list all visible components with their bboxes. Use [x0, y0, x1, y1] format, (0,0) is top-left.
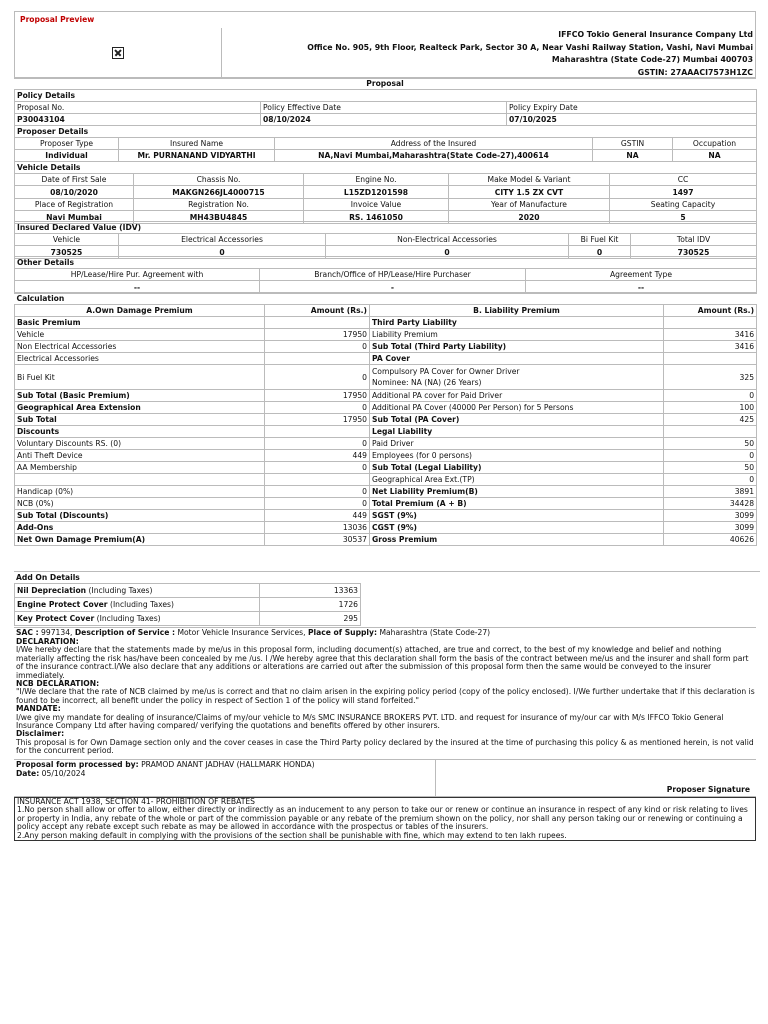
- gstin-label: GSTIN: [593, 138, 673, 150]
- own-damage-item: Sub Total (Basic Premium): [15, 390, 265, 402]
- processed-block: [14, 759, 756, 797]
- liability-item-line: Compulsory PA Cover for Owner Driver: [372, 367, 520, 376]
- own-damage-item: Vehicle: [15, 329, 265, 341]
- logo-area: [15, 28, 222, 78]
- calc-row: [15, 450, 757, 462]
- addon-name-cell: [15, 598, 260, 612]
- insured-address-label: Address of the Insured: [275, 138, 593, 150]
- gstin-value: NA: [593, 150, 673, 162]
- policy-section-title: Policy Details: [15, 90, 757, 102]
- company-address-line1: Office No. 905, 9th Floor, Realteck Park, Sector 30 A, Near Vashi Railway Station, Vashi, Navi Mumbai: [307, 42, 753, 52]
- calculation-section-title: Calculation: [15, 293, 757, 305]
- other-section-title: Other Details: [15, 257, 757, 269]
- liability-amount: 100: [664, 402, 757, 414]
- liability-item: Net Liability Premium(B): [370, 486, 664, 498]
- liability-amount: [664, 426, 757, 438]
- liability-amount: 34428: [664, 498, 757, 510]
- rebates-heading: INSURANCE ACT 1938, SECTION 41- PROHIBITION OF REBATES: [17, 797, 255, 806]
- invoice-value-value: RS. 1461050: [304, 211, 449, 224]
- agreement-type-value: --: [526, 281, 757, 294]
- liability-amount: 50: [664, 462, 757, 474]
- idv-vehicle-value: 730525: [15, 246, 119, 259]
- rebates-clause-1: 1.No person shall allow or offer to allow, either directly or indirectly as an inducement to any person to take our or renew or continue an insurance in respect of any kind or risk relating to lives or property in India, any rebate of the whole or part of the commission payable or any rebate of the premium shown on the policy, nor shall any person taking our or renewing or continuing a policy accept any rebate except such rebate as may be allowed in accordance with the prospectus or tables of the insurers.: [17, 805, 748, 832]
- calc-row: [15, 402, 757, 414]
- own-damage-header: A.Own Damage Premium: [15, 305, 265, 317]
- own-damage-amount: 0: [265, 498, 370, 510]
- processed-date-label: Date:: [16, 769, 40, 778]
- own-damage-amount: 449: [265, 450, 370, 462]
- own-damage-amount: [265, 474, 370, 486]
- own-damage-amount: 17950: [265, 414, 370, 426]
- liability-item: Sub Total (Third Party Liability): [370, 341, 664, 353]
- liability-amount: 50: [664, 438, 757, 450]
- calc-row: [15, 426, 757, 438]
- calc-row: [15, 474, 757, 486]
- liability-item: [370, 365, 664, 390]
- idv-electrical-value: 0: [119, 246, 326, 259]
- own-damage-item: Voluntary Discounts RS. (0): [15, 438, 265, 450]
- effective-date-value: 08/10/2024: [261, 114, 507, 126]
- liability-amount-header: Amount (Rs.): [664, 305, 757, 317]
- service-description-label: Description of Service :: [74, 628, 176, 637]
- invoice-value-label: Invoice Value: [304, 199, 449, 211]
- own-damage-item: Sub Total (Discounts): [15, 510, 265, 522]
- idv-nonelectrical-value: 0: [326, 246, 569, 259]
- occupation-label: Occupation: [673, 138, 757, 150]
- liability-amount: 3891: [664, 486, 757, 498]
- own-damage-amount: 17950: [265, 329, 370, 341]
- liability-item: SGST (9%): [370, 510, 664, 522]
- idv-bifuel-value: 0: [569, 246, 631, 259]
- liability-amount: 425: [664, 414, 757, 426]
- proposal-no-label: Proposal No.: [15, 102, 261, 114]
- addon-note: (Including Taxes): [88, 586, 153, 595]
- agreement-type-label: Agreement Type: [526, 269, 757, 281]
- addon-row: [15, 584, 361, 598]
- own-damage-amount: 0: [265, 341, 370, 353]
- liability-item: Employees (for 0 persons): [370, 450, 664, 462]
- processed-by-value: PRAMOD ANANT JADHAV (HALLMARK HONDA): [141, 760, 315, 769]
- manufacture-year-value: 2020: [449, 211, 610, 224]
- own-damage-item: Basic Premium: [15, 317, 265, 329]
- own-damage-item: Add-Ons: [15, 522, 265, 534]
- policy-details-table: [14, 89, 757, 126]
- idv-vehicle-label: Vehicle: [15, 234, 119, 246]
- proposer-details-table: [14, 125, 757, 162]
- calc-row: [15, 522, 757, 534]
- addon-note: (Including Taxes): [109, 600, 174, 609]
- liability-item: CGST (9%): [370, 522, 664, 534]
- liability-amount: 3099: [664, 510, 757, 522]
- disclaimer-heading: Disclaimer:: [16, 729, 65, 739]
- calc-row: [15, 353, 757, 365]
- registration-no-label: Registration No.: [134, 199, 304, 211]
- calc-row: [15, 534, 757, 546]
- proposer-type-label: Proposer Type: [15, 138, 119, 150]
- broken-image-icon: [112, 47, 124, 59]
- expiry-date-value: 07/10/2025: [507, 114, 757, 126]
- mandate-text: I/we give my mandate for dealing of insurance/Claims of my/our vehicle to M/s SMC INSURANCE BROKERS PVT. LTD. and request for insurance of my/our car with M/s IFFCO Tokio General Insurance Company Ltd after having compared/ verifying the quotations and benefits offered by other insurers.: [16, 712, 724, 731]
- addon-value: 295: [260, 612, 361, 626]
- service-description-value: Motor Vehicle Insurance Services,: [177, 628, 306, 637]
- first-sale-value: 08/10/2020: [15, 186, 134, 199]
- manufacture-year-label: Year of Manufacture: [449, 199, 610, 211]
- seating-capacity-value: 5: [610, 211, 757, 224]
- own-damage-item: Bi Fuel Kit: [15, 365, 265, 390]
- idv-total-value: 730525: [631, 246, 757, 259]
- liability-amount: 3416: [664, 329, 757, 341]
- liability-item: Additional PA cover for Paid Driver: [370, 390, 664, 402]
- proposal-no-value: P30043104: [15, 114, 261, 126]
- ncb-declaration-text: "I/We declare that the rate of NCB claimed by me/us is correct and that no claim arisen in the expiring policy period (copy of the policy enclosed). I/We further undertake that if this declaration is found to be incorrect, all benefit under the policy in respect of Section 1 of the policy will stand forfeited.": [16, 687, 755, 705]
- liability-item: Liability Premium: [370, 329, 664, 341]
- seating-capacity-label: Seating Capacity: [610, 199, 757, 211]
- own-damage-item: Geographical Area Extension: [15, 402, 265, 414]
- liability-item: Legal Liability: [370, 426, 664, 438]
- own-damage-amount: 0: [265, 462, 370, 474]
- processed-by-label: Proposal form processed by:: [16, 760, 139, 769]
- insured-name-label: Insured Name: [119, 138, 275, 150]
- calculation-table: [14, 292, 757, 546]
- proposer-signature-label: Proposer Signature: [666, 785, 750, 794]
- occupation-value: NA: [673, 150, 757, 162]
- processed-date-line: [16, 770, 85, 778]
- vehicle-details-table: [14, 161, 757, 224]
- own-damage-amount-header: Amount (Rs.): [265, 305, 370, 317]
- sac-line: [14, 627, 756, 637]
- rebates-clause-2: 2.Any person making default in complying with the provisions of the section shall be punishable with fine, which may extend to ten lakh rupees.: [17, 830, 567, 840]
- addon-name-cell: [15, 584, 260, 598]
- registration-place-label: Place of Registration: [15, 199, 134, 211]
- liability-amount: 0: [664, 450, 757, 462]
- hp-branch-value: -: [260, 281, 526, 294]
- liability-item: Sub Total (Legal Liability): [370, 462, 664, 474]
- own-damage-amount: [265, 353, 370, 365]
- sac-label: SAC :: [16, 628, 39, 637]
- liability-amount: 40626: [664, 534, 757, 546]
- proposal-label: Proposal: [14, 78, 756, 90]
- addon-row: [15, 598, 361, 612]
- company-name: IFFCO Tokio General Insurance Company Ltd: [558, 30, 753, 39]
- calc-row: [15, 390, 757, 402]
- liability-amount: 0: [664, 474, 757, 486]
- declaration-text: I/We hereby declare that the statements made by me/us in this proposal form, including document(s) attached, are true and correct, to the best of my knowledge and belief and nothing materially affecting the risk has/have been concealed by me /us. I /We hereby agree that this declaration shall form the basis of the contract between me/us and the insurer and shall form part of the insurance contract.I/We also declare that any additions or alterations are carried out after the submission of this proposal form then the same would be conveyed to the insurer immediately.: [16, 645, 749, 680]
- proposer-type-value: Individual: [15, 150, 119, 162]
- rebates-box: [14, 797, 756, 841]
- registration-place-value: Navi Mumbai: [15, 211, 134, 224]
- cc-value: 1497: [610, 186, 757, 199]
- calc-row: [15, 498, 757, 510]
- sac-value: 997134,: [41, 628, 73, 637]
- calc-row: [15, 341, 757, 353]
- own-damage-item: [15, 474, 265, 486]
- addon-name: Engine Protect Cover: [17, 600, 108, 609]
- calc-row: [15, 462, 757, 474]
- liability-item: Total Premium (A + B): [370, 498, 664, 510]
- page-title: Proposal Preview: [20, 15, 95, 24]
- addon-name: Key Protect Cover: [17, 614, 95, 623]
- own-damage-item: Handicap (0%): [15, 486, 265, 498]
- registration-no-value: MH43BU4845: [134, 211, 304, 224]
- liability-item: Gross Premium: [370, 534, 664, 546]
- addons-section-title: Add On Details: [14, 571, 760, 583]
- own-damage-item: Electrical Accessories: [15, 353, 265, 365]
- expiry-date-label: Policy Expiry Date: [507, 102, 757, 114]
- make-model-value: CITY 1.5 ZX CVT: [449, 186, 610, 199]
- ncb-declaration-heading: NCB DECLARATION:: [16, 679, 100, 689]
- own-damage-amount: 0: [265, 402, 370, 414]
- liability-amount: [664, 317, 757, 329]
- calc-row: [15, 438, 757, 450]
- own-damage-amount: [265, 317, 370, 329]
- idv-electrical-label: Electrical Accessories: [119, 234, 326, 246]
- declaration-heading: DECLARATION:: [16, 637, 79, 646]
- calc-row: [15, 317, 757, 329]
- own-damage-item: NCB (0%): [15, 498, 265, 510]
- header-box: [14, 11, 756, 79]
- addons-table: [14, 583, 361, 626]
- cc-label: CC: [610, 174, 757, 186]
- addon-value: 1726: [260, 598, 361, 612]
- disclaimer-text: This proposal is for Own Damage section only and the cover ceases in case the Third Party policy declared by the insured at the time of purchasing this policy & as mentioned herein, is not valid for the concurrent period.: [16, 737, 754, 756]
- company-gstin: GSTIN: 27AAACI7573H1ZC: [637, 67, 753, 77]
- engine-label: Engine No.: [304, 174, 449, 186]
- calc-row: [15, 329, 757, 341]
- make-model-label: Make Model & Variant: [449, 174, 610, 186]
- chassis-value: MAKGN266JL4000715: [134, 186, 304, 199]
- own-damage-amount: 13036: [265, 522, 370, 534]
- place-of-supply-label: Place of Supply:: [307, 628, 378, 637]
- idv-nonelectrical-label: Non-Electrical Accessories: [326, 234, 569, 246]
- own-damage-amount: 0: [265, 365, 370, 390]
- vehicle-section-title: Vehicle Details: [15, 162, 757, 174]
- other-details-table: [14, 256, 757, 294]
- effective-date-label: Policy Effective Date: [261, 102, 507, 114]
- idv-total-label: Total IDV: [631, 234, 757, 246]
- liability-header: B. Liability Premium: [370, 305, 664, 317]
- own-damage-item: Non Electrical Accessories: [15, 341, 265, 353]
- liability-item: Paid Driver: [370, 438, 664, 450]
- own-damage-amount: 0: [265, 486, 370, 498]
- own-damage-item: AA Membership: [15, 462, 265, 474]
- processed-divider: [435, 760, 436, 796]
- engine-value: L15ZD1201598: [304, 186, 449, 199]
- liability-amount: 0: [664, 390, 757, 402]
- idv-table: [14, 221, 757, 259]
- calc-row: [15, 414, 757, 426]
- processed-date-value: 05/10/2024: [41, 769, 86, 778]
- addon-value: 13363: [260, 584, 361, 598]
- liability-item: Sub Total (PA Cover): [370, 414, 664, 426]
- mandate-heading: MANDATE:: [16, 704, 61, 714]
- own-damage-item: Discounts: [15, 426, 265, 438]
- own-damage-amount: [265, 426, 370, 438]
- nominee-line: Nominee: NA (NA) (26 Years): [372, 378, 482, 387]
- hp-agreement-label: HP/Lease/Hire Pur. Agreement with: [15, 269, 260, 281]
- liability-amount: [664, 353, 757, 365]
- own-damage-item: Anti Theft Device: [15, 450, 265, 462]
- own-damage-amount: 30537: [265, 534, 370, 546]
- liability-item: PA Cover: [370, 353, 664, 365]
- own-damage-item: Sub Total: [15, 414, 265, 426]
- hp-agreement-value: --: [15, 281, 260, 294]
- calc-row: [15, 510, 757, 522]
- insured-name-value: Mr. PURNANAND VIDYARTHI: [119, 150, 275, 162]
- addon-name: Nil Depreciation: [17, 586, 87, 595]
- first-sale-label: Date of First Sale: [15, 174, 134, 186]
- liability-amount: 3099: [664, 522, 757, 534]
- calculation-rows: [15, 317, 757, 546]
- insured-address-value: NA,Navi Mumbai,Maharashtra(State Code-27),400614: [275, 150, 593, 162]
- liability-item: Third Party Liability: [370, 317, 664, 329]
- place-of-supply-value: Maharashtra (State Code-27): [379, 628, 491, 637]
- liability-item: Geographical Area Ext.(TP): [370, 474, 664, 486]
- calc-row: [15, 365, 757, 390]
- own-damage-item: Net Own Damage Premium(A): [15, 534, 265, 546]
- calc-row: [15, 486, 757, 498]
- idv-section-title: Insured Declared Value (IDV): [15, 222, 757, 234]
- addon-row: [15, 612, 361, 626]
- own-damage-amount: 17950: [265, 390, 370, 402]
- own-damage-amount: 449: [265, 510, 370, 522]
- chassis-label: Chassis No.: [134, 174, 304, 186]
- liability-amount: 325: [664, 365, 757, 390]
- addon-name-cell: [15, 612, 260, 626]
- proposer-section-title: Proposer Details: [15, 126, 757, 138]
- company-info: [307, 29, 753, 79]
- addon-note: (Including Taxes): [96, 614, 161, 623]
- hp-branch-label: Branch/Office of HP/Lease/Hire Purchaser: [260, 269, 526, 281]
- company-address-line2: Maharashtra (State Code-27) Mumbai 400703: [551, 55, 753, 64]
- own-damage-amount: 0: [265, 438, 370, 450]
- idv-bifuel-label: Bi Fuel Kit: [569, 234, 631, 246]
- liability-amount: 3416: [664, 341, 757, 353]
- declarations-block: [14, 638, 756, 756]
- liability-item: Additional PA Cover (40000 Per Person) for 5 Persons: [370, 402, 664, 414]
